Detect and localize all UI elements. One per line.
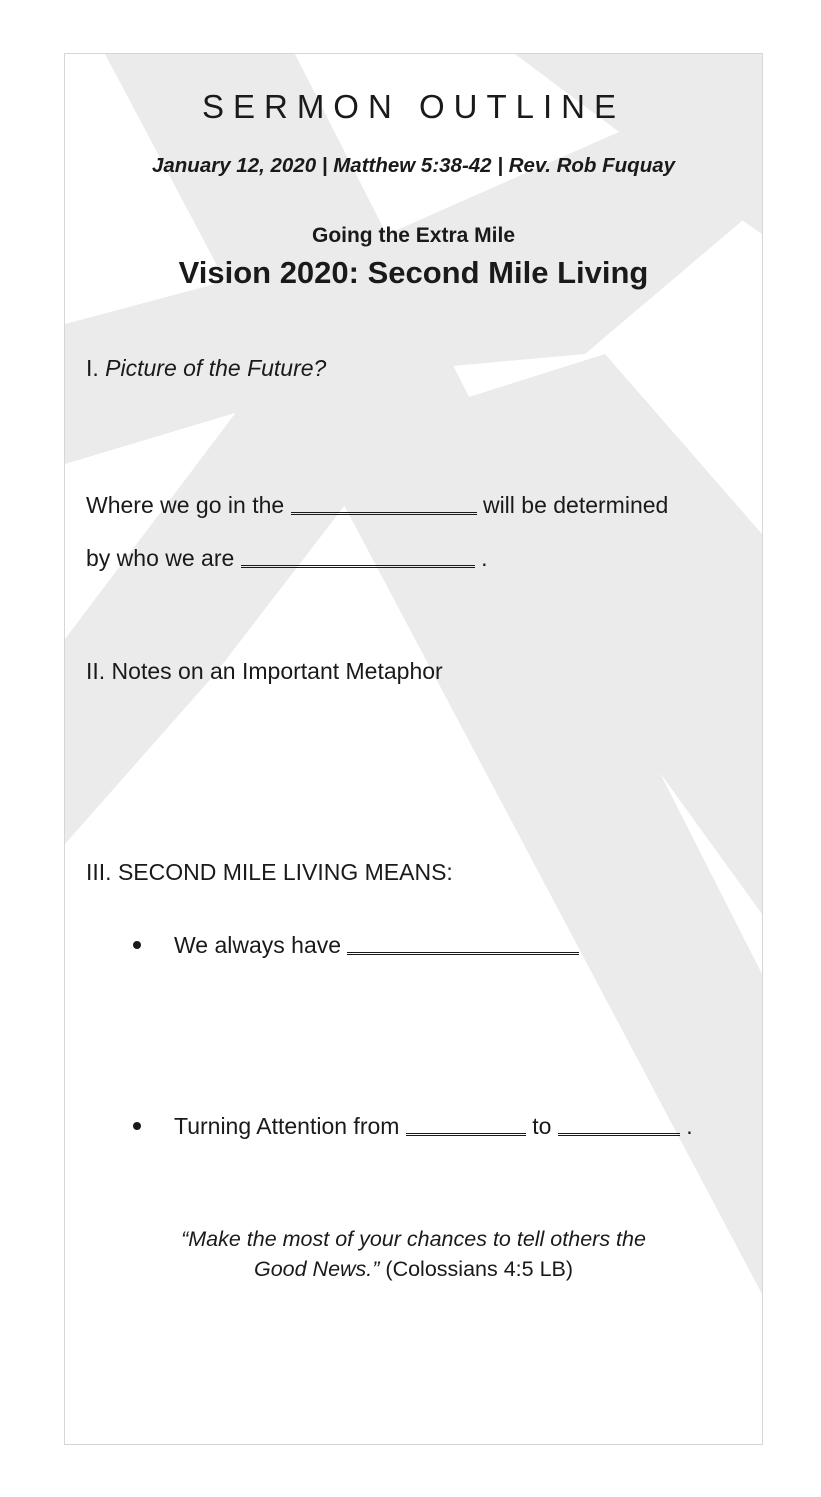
- bullet-2-text: Turning Attention from: [174, 1113, 400, 1139]
- section-2-heading: II. Notes on an Important Metaphor: [86, 658, 443, 684]
- bullet-2-blank-to[interactable]: [558, 1113, 680, 1136]
- bullet-1-text: We always have: [174, 932, 342, 958]
- section-1-numeral: I.: [86, 355, 99, 381]
- bullet-2-after: .: [686, 1113, 693, 1139]
- fill-in-line-1: [86, 490, 668, 519]
- fill-in-2-before: by who we are: [86, 545, 235, 571]
- fill-in-blank-2[interactable]: [241, 545, 475, 568]
- quote-reference: (Colossians 4:5 LB): [379, 1257, 574, 1281]
- fill-in-2-after: .: [481, 545, 488, 571]
- fill-in-blank-1[interactable]: [291, 492, 477, 515]
- fill-in-line-2: [86, 543, 487, 572]
- sermon-title: Vision 2020: Second Mile Living: [178, 255, 649, 290]
- section-3-heading: III. SECOND MILE LIVING MEANS:: [86, 859, 453, 885]
- section-1-title: Picture of the Future?: [105, 355, 327, 381]
- bullet-1-blank[interactable]: [347, 932, 579, 955]
- section-1-heading: [86, 355, 326, 382]
- fill-in-1-after: will be determined: [482, 492, 669, 518]
- quote-text-end: Good News.”: [253, 1257, 380, 1281]
- quote-line-2: [65, 1254, 762, 1284]
- bullet-2-blank-from[interactable]: [406, 1113, 526, 1136]
- bullet-2-middle: to: [532, 1113, 552, 1139]
- bullet-icon: [133, 941, 141, 949]
- fill-in-1-before: Where we go in the: [86, 492, 285, 518]
- scripture-quote: [65, 1224, 762, 1284]
- sermon-info: January 12, 2020 | Matthew 5:38-42 | Rev. Rob Fuquay: [151, 154, 676, 177]
- sermon-outline-page: [64, 53, 763, 1445]
- bullet-icon: [133, 1122, 141, 1130]
- page-title: SERMON OUTLINE: [201, 88, 626, 125]
- quote-line-1: “Make the most of your chances to tell others the: [181, 1227, 646, 1251]
- series-title: Going the Extra Mile: [311, 224, 516, 247]
